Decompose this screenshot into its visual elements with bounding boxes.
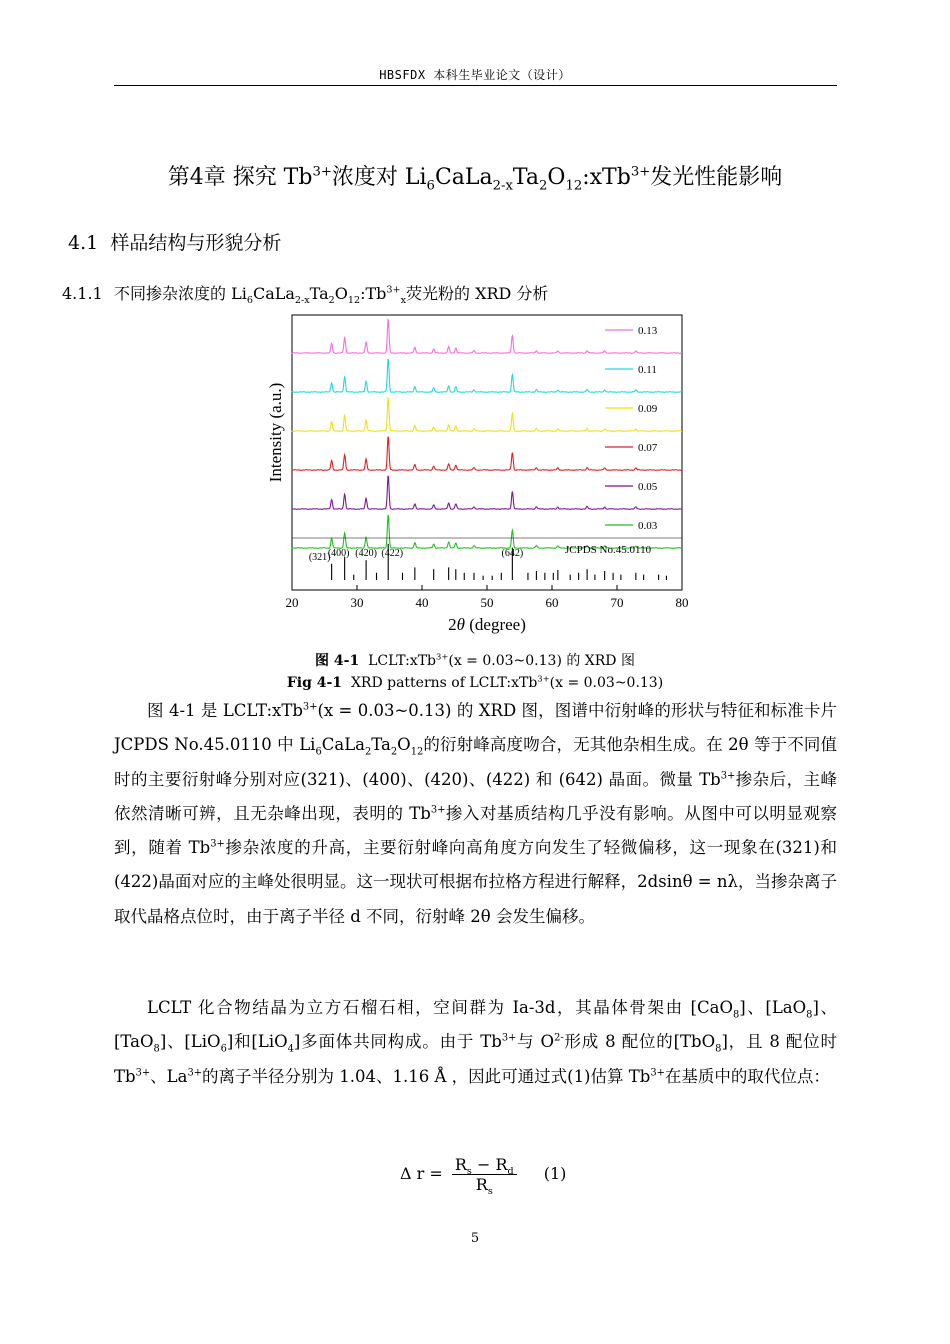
page-number: 5 [470, 1231, 480, 1246]
x-tick-label-70: 70 [610, 595, 624, 610]
x-tick-label-50: 50 [480, 595, 494, 610]
x-tick-label-40: 40 [415, 595, 429, 610]
legend-label-0.11: 0.11 [638, 364, 657, 376]
x-tick-label-80: 80 [675, 595, 689, 610]
legend-label-0.13: 0.13 [638, 325, 658, 337]
y-axis-label: Intensity (a.u.) [266, 382, 285, 483]
running-header: HBSFDX 本科生毕业论文（设计） [379, 68, 571, 82]
hkl-label-(420): (420) [355, 548, 377, 559]
figure-caption-cn: 图 4-1 LCLT:xTb$^{3+}$(x = 0.03~0.13) 的 XRD 图 [315, 651, 635, 669]
xrd-series-0.13 [292, 320, 682, 353]
section-title: 样品结构与形貌分析 [110, 232, 282, 254]
hkl-label-(400): (400) [327, 548, 350, 559]
xrd-chart [250, 305, 710, 640]
subsection-heading: 4.1.1 不同掺杂浓度的 $Li_6CaLa_{2-x}Ta_2O_{12}:Tb^{3+}_x$荧光粉的 XRD 分析 [62, 284, 549, 307]
legend-label-0.09: 0.09 [638, 403, 658, 415]
equation-1: Δ r = $\frac{R_s - R_d}{R_s}$ (1) [400, 1155, 567, 1198]
hkl-label-(642): (642) [501, 548, 524, 559]
legend-label-0.03: 0.03 [638, 520, 658, 532]
equation-number: (1) [543, 1164, 567, 1183]
hkl-label-(422): (422) [381, 548, 404, 559]
body-paragraph-2: LCLT 化合物结晶为立方石榴石相，空间群为 Ia-3d，其晶体骨架由 [CaO$_8$]、[LaO$_8$]、[TaO$_8$]、[LiO$_6$]和[LiO$_4$]多面体共同构成。由于 $Tb^{3+}$与 $O^{2-}$形成 8 配位的[TbO$_8$]，且 8 配位时 $Tb^{3+}$、$La^{3+}$的离子半径分别为 1.04、1.16 Å ，因此可通过式(1)估算 $Tb^{3+}$在基质中的取代位点： [114, 998, 837, 1086]
xrd-series-0.05 [292, 476, 682, 510]
reference-card-label: JCPDS No.45.0110 [565, 544, 652, 556]
xrd-series-0.07 [292, 437, 682, 471]
header-rule [114, 85, 837, 86]
xrd-series-0.09 [292, 398, 682, 431]
subsection-number: 4.1.1 [62, 284, 103, 303]
chapter-title: 第4章 探究 $Tb^{3+}$浓度对 $Li_6CaLa_{2-x}Ta_2O_{12}:xTb^{3+}$发光性能影响 [167, 164, 783, 194]
legend-label-0.05: 0.05 [638, 481, 658, 493]
x-tick-label-30: 30 [350, 595, 364, 610]
section-number: 4.1 [68, 232, 99, 254]
x-tick-label-60: 60 [545, 595, 559, 610]
x-tick-label-20: 20 [285, 595, 299, 610]
body-paragraph-1: 图 4-1 是 LCLT:xTb$^{3+}$(x = 0.03~0.13) 的 XRD 图，图谱中衍射峰的形状与特征和标准卡片 JCPDS No.45.0110 中 $Li_6CaLa_2Ta_2O_{12}$的衍射峰高度吻合，无其他杂相生成。在 2θ 等于不同值时的主要衍射峰分别对应(321)、(400)、(420)、(422) 和 (642) 晶面。微量 $Tb^{3+}$掺杂后，主峰依然清晰可辨，且无杂峰出现，表明的 $Tb^{3+}$掺入对基质结构几乎没有影响。从图中可以明显观察到，随着 $Tb^{3+}$掺杂浓度的升高，主要衍射峰向高角度方向发生了轻微偏移，这一现象在(321)和(422)晶面对应的主峰处很明显。这一现状可根据布拉格方程进行解释，2dsinθ = nλ，当掺杂离子取代晶格点位时，由于离子半径 d 不同，衍射峰 2θ 会发生偏移。 [114, 701, 838, 926]
section-heading [68, 228, 281, 255]
hkl-label-(321): (321) [308, 552, 331, 563]
legend-label-0.07: 0.07 [638, 442, 658, 454]
x-axis-label: 2θ (degree) [448, 615, 526, 634]
figure-caption-en: Fig 4-1 XRD patterns of LCLT:xTb$^{3+}$(x = 0.03~0.13) [286, 673, 664, 691]
xrd-series-0.11 [292, 359, 682, 392]
equation-fraction: $\frac{R_s - R_d}{R_s}$ [452, 1155, 517, 1194]
